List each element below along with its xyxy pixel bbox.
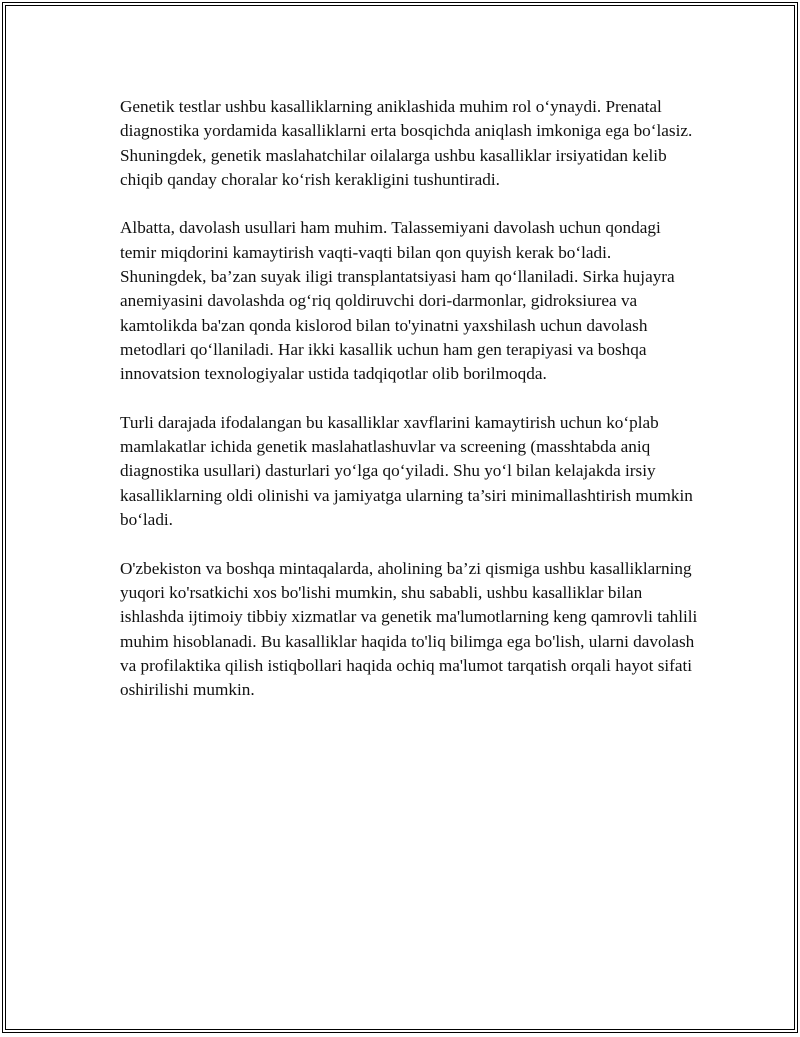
paragraph-genetic-testing: Genetik testlar ushbu kasalliklarning aniklashida muhim rol o‘ynaydi. Prenatal diagnostika yordamida kasalliklarni erta bosqichda aniqlash imkoniga ega bo‘lasiz. Shuningdek, genetik maslahatchilar oilalarga ushbu kasalliklar irsiyatidan kelib chiqib qanday choralar ko‘rish kerakligini tushuntiradi.: [120, 97, 693, 189]
document-body: [120, 95, 700, 702]
paragraph-uzbekistan-context: O'zbekiston va boshqa mintaqalarda, aholining ba’zi qismiga ushbu kasalliklarning yuqori ko'rsatkichi xos bo'lishi mumkin, shu sababli, ushbu kasalliklar bilan ishlashda ijtimoiy tibbiy xizmatlar va genetik ma'lumotlarning keng qamrovli tahlili muhim hisoblanadi. Bu kasalliklar haqida to'liq bilimga ega bo'lish, ularni davolash va profilaktika qilish istiqbollari haqida ochiq ma'lumot tarqatish orqali hayot sifati oshirilishi mumkin.: [120, 558, 698, 700]
paragraph-treatment-methods: Albatta, davolash usullari ham muhim. Talassemiyani davolash uchun qondagi temir miqdorini kamaytirish vaqti-vaqti bilan qon quyish kerak bo‘ladi. Shuningdek, ba’zan suyak iligi transplantatsiyasi ham qo‘llaniladi. Sirka hujayra anemiyasini davolashda og‘riq qoldiruvchi dori-darmonlar, gidroksiurea va kamtolikda ba'zan qonda kislorod bilan to'yinatni yaxshilash uchun davolash metodlari qo‘llaniladi. Har ikki kasallik uchun ham gen terapiyasi va boshqa innovatsion texnologiyalar ustida tadqiqotlar olib borilmoqda.: [120, 218, 675, 384]
paragraph-screening-programs: Turli darajada ifodalangan bu kasalliklar xavflarini kamaytirish uchun ko‘plab mamlakatlar ichida genetik maslahatlashuvlar va screening (masshtabda aniq diagnostika usullari) dasturlari yo‘lga qo‘yiladi. Shu yo‘l bilan kelajakda irsiy kasalliklarning oldi olinishi va jamiyatga ularning ta’siri minimallashtirish mumkin bo‘ladi.: [120, 412, 693, 530]
document-page: [2, 2, 798, 1033]
